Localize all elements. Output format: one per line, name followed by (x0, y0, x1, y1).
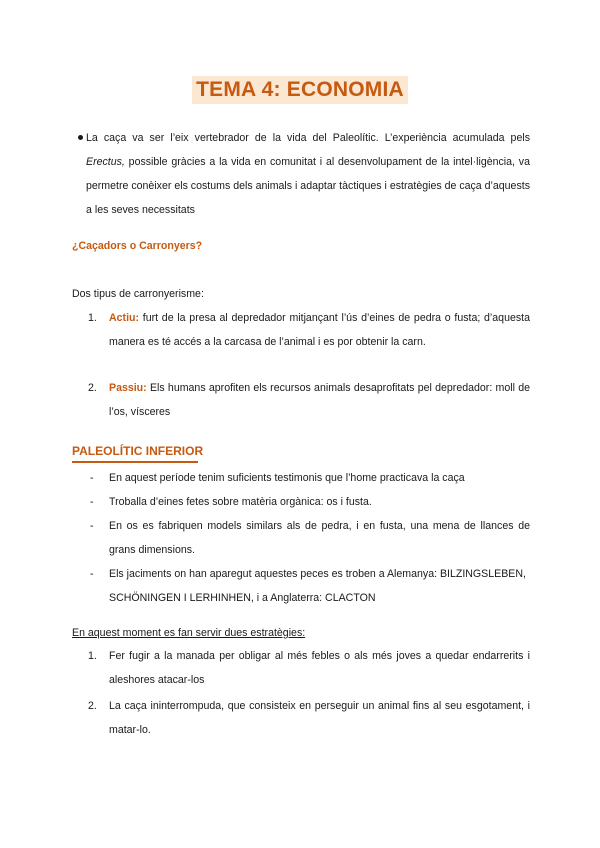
section-heading: PALEOLÍTIC INFERIOR (72, 444, 204, 458)
bullet-dot-icon (78, 135, 83, 140)
item-text: Troballa d’eines fetes sobre matèria orgànica: os i fusta. (109, 496, 372, 508)
list-item (88, 694, 530, 742)
paleolitic-inferior-list (88, 466, 530, 610)
list-number: 2. (88, 700, 97, 712)
intro-text-after: possible gràcies a la vida en comunitat i al desenvolupament de la intel·ligència, va permetre conèixer els costums dels animals i adaptar tàctiques i estratègies de caça d’aquests a les seves necessitats (86, 156, 530, 216)
intro-text-italic: Erectus, (86, 156, 125, 168)
dash-icon: - (90, 520, 94, 532)
list-item (88, 644, 530, 692)
dash-icon: - (90, 496, 94, 508)
list-number: 2. (88, 382, 97, 394)
item-text: furt de la presa al depredador mitjançant l’ús d’eines de pedra o fusta; d’aquesta manera es té accés a la carcasa de l’animal i es por obtenir la carn. (109, 312, 530, 348)
carronyerisme-intro: Dos tipus de carronyerisme: (72, 288, 204, 300)
page-title (0, 76, 600, 104)
strategies-list (88, 644, 530, 742)
list-item (88, 376, 530, 424)
dash-icon: - (90, 568, 94, 580)
section-heading-underline (72, 461, 198, 463)
subheading-cacadors: ¿Caçadors o Carronyers? (72, 240, 203, 252)
list-item (88, 466, 530, 490)
dash-icon: - (90, 472, 94, 484)
term-actiu: Actiu: (109, 312, 140, 324)
item-text: La caça ininterrompuda, que consisteix en perseguir un animal fins al seu esgotament, i matar-lo. (109, 700, 530, 736)
item-text: En aquest període tenim suficients testimonis que l’home practicava la caça (109, 472, 465, 484)
title-text: TEMA 4: ECONOMIA (192, 76, 408, 104)
list-number: 1. (88, 650, 97, 662)
term-passiu: Passiu: (109, 382, 147, 394)
list-item (88, 562, 530, 610)
list-item (88, 490, 530, 514)
list-item (88, 514, 530, 562)
item-text: En os es fabriquen models similars als de pedra, i en fusta, una mena de llances de grans dimensions. (109, 520, 530, 556)
intro-bullet (86, 126, 530, 222)
carronyerisme-list (88, 306, 530, 424)
list-item (88, 306, 530, 354)
list-number: 1. (88, 312, 97, 324)
item-text: Fer fugir a la manada per obligar al més febles o als més joves a quedar endarrerits i aleshores atacar-los (109, 650, 530, 686)
item-text: Els humans aprofiten els recursos animals desaprofitats pel depredador: moll de l’os, vísceres (109, 382, 530, 418)
strategies-heading: En aquest moment es fan servir dues estratègies: (72, 627, 306, 639)
intro-text-before: La caça va ser l’eix vertebrador de la vida del Paleolític. L’experiència acumulada pels (86, 132, 530, 144)
item-text: Els jaciments on han aparegut aquestes peces es troben a Alemanya: BILZINGSLEBEN, SCHÖNINGEN I LERHINHEN, i a Anglaterra: CLACTON (109, 568, 526, 604)
